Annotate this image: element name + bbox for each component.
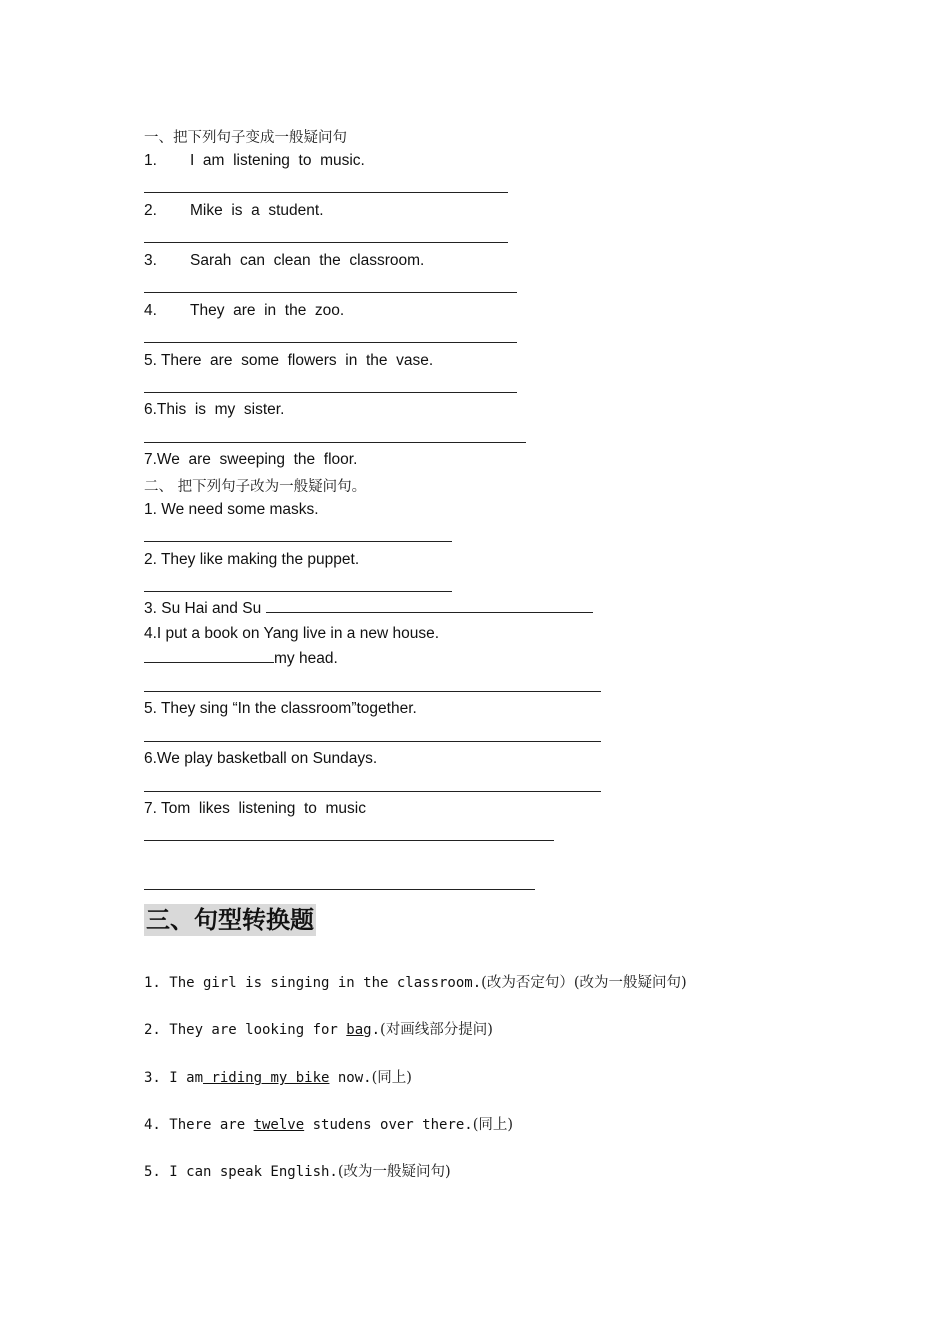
answer-line[interactable]	[144, 591, 452, 592]
s1-item-2-text: Mike is a student.	[190, 202, 324, 219]
s3-item-1-note: (改为否定句）(改为一般疑问句)	[481, 975, 687, 991]
s2-item-2: 2. They like making the puppet.	[144, 551, 360, 568]
s3-item-4-text-end: studens over there.	[304, 1117, 473, 1133]
answer-line[interactable]	[144, 342, 517, 343]
answer-line[interactable]	[144, 691, 601, 692]
s3-item-3	[144, 1066, 412, 1087]
s3-item-2-underlined: bag	[346, 1022, 372, 1038]
s3-item-3-text: 3. I am	[144, 1070, 204, 1086]
s3-item-1	[144, 971, 687, 992]
s3-item-4-text: 4. There are	[144, 1117, 254, 1133]
s1-item-7: 7.We are sweeping the floor.	[144, 451, 358, 468]
answer-line[interactable]	[144, 741, 601, 742]
s1-item-3-text: Sarah can clean the classroom.	[190, 252, 425, 269]
s1-item-6: 6.This is my sister.	[144, 401, 285, 418]
answer-line[interactable]	[144, 392, 517, 393]
s2-item-4-cont	[144, 650, 338, 668]
s2-item-7: 7. Tom likes listening to music	[144, 800, 366, 817]
s3-item-5-text: 5. I can speak English.	[144, 1164, 338, 1180]
s3-item-4-underlined: twelve	[253, 1117, 305, 1133]
s1-item-3	[144, 252, 424, 270]
answer-line[interactable]	[144, 791, 601, 792]
answer-line[interactable]	[144, 840, 554, 841]
s1-item-4-number: 4.	[144, 302, 157, 319]
s1-item-2-number: 2.	[144, 202, 157, 219]
s2-item-1: 1. We need some masks.	[144, 501, 319, 518]
section2-title: 二、 把下列句子改为一般疑问句。	[144, 479, 367, 495]
s1-item-2	[144, 202, 324, 220]
answer-line[interactable]	[144, 650, 274, 663]
s3-item-3-text-end: now.	[329, 1070, 372, 1086]
s1-item-4-text: They are in the zoo.	[190, 302, 345, 319]
s3-item-5-note: (改为一般疑问句)	[337, 1164, 451, 1180]
answer-line[interactable]	[144, 242, 508, 243]
s2-item-4-cont-text: my head.	[274, 650, 338, 667]
section3-heading: 三、句型转换题	[146, 906, 314, 934]
s1-item-3-number: 3.	[144, 252, 157, 269]
answer-line[interactable]	[266, 600, 593, 613]
s1-item-1-text: I am listening to music.	[190, 152, 365, 169]
answer-line[interactable]	[144, 442, 526, 443]
s3-item-4-note: (同上)	[472, 1117, 514, 1133]
answer-line[interactable]	[144, 541, 452, 542]
s2-item-3	[144, 600, 593, 618]
s3-item-2	[144, 1018, 493, 1039]
s2-item-3-text: 3. Su Hai and Su	[144, 600, 266, 617]
answer-line[interactable]	[144, 292, 517, 293]
s1-item-5: 5. There are some flowers in the vase.	[144, 352, 434, 369]
s3-item-4	[144, 1113, 513, 1134]
answer-line[interactable]	[144, 192, 508, 193]
s3-item-5	[144, 1160, 451, 1181]
s3-item-2-note: (对画线部分提问)	[380, 1022, 493, 1038]
s3-item-1-text: 1. The girl is singing in the classroom.	[144, 975, 482, 991]
section1-title: 一、把下列句子变成一般疑问句	[144, 130, 347, 146]
s3-item-2-text-end: .	[371, 1022, 381, 1038]
s2-item-6: 6.We play basketball on Sundays.	[144, 750, 378, 767]
answer-line[interactable]	[144, 889, 535, 890]
s3-item-3-underlined: riding my bike	[203, 1070, 330, 1086]
s1-item-4	[144, 302, 344, 320]
s3-item-3-note: (同上)	[371, 1070, 412, 1086]
s2-item-4: 4.I put a book on Yang live in a new house.	[144, 625, 439, 642]
s3-item-2-text: 2. They are looking for	[144, 1022, 347, 1038]
s1-item-1-number: 1.	[144, 152, 157, 169]
s2-item-5: 5. They sing “In the classroom”together.	[144, 700, 417, 717]
s1-item-1	[144, 152, 365, 170]
